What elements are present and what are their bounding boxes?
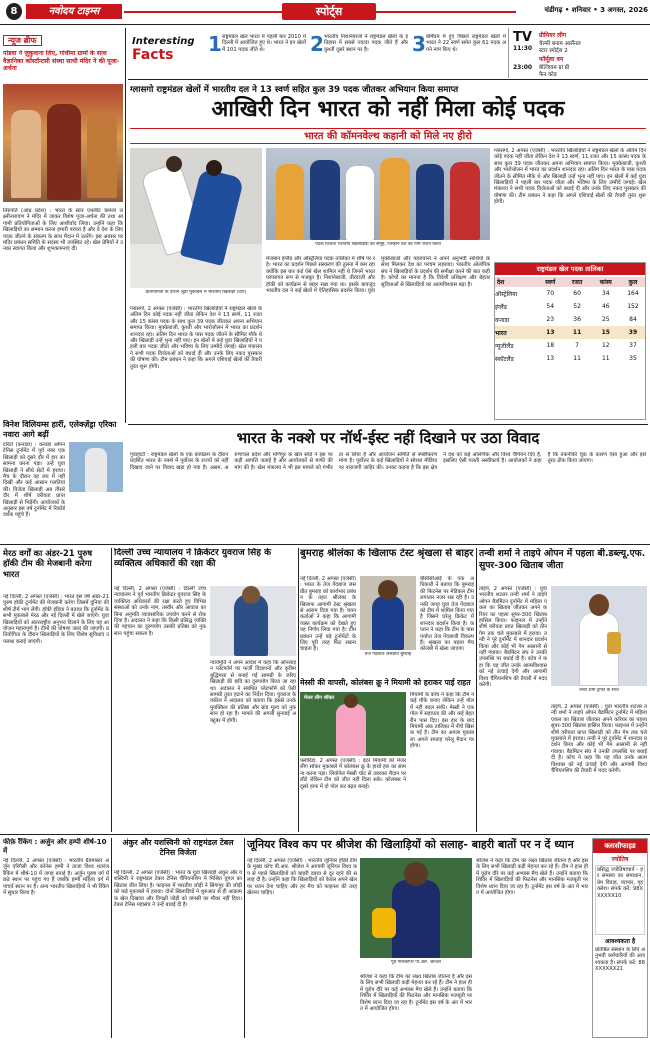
table-cell: कनाडा — [495, 316, 510, 324]
table-row-india — [495, 326, 645, 339]
table-cell: 60 — [573, 290, 581, 297]
tv-program-1-sub: चेल्सी बनाम आर्सेनल — [539, 41, 581, 47]
table-cell: 34 — [601, 290, 610, 297]
tanvi-photo-caption: तन्वी शर्मा ट्रॉफी के साथ — [579, 688, 619, 693]
lead-kicker: ग्लासगो राष्ट्रमंडल खेलों में भारतीय दल ने 13 स्वर्ण सहित कुल 39 पदक जीतकर अभियान किया समाप्त — [130, 85, 459, 95]
tv-box — [508, 28, 648, 78]
bumrah-photo-caption: तेज गेंदबाज जसप्रीत बुमराह — [364, 652, 412, 657]
table-cell: 13 — [546, 355, 555, 362]
table-cell: 36 — [573, 316, 581, 323]
table-cell: स्कॉटलैंड — [495, 355, 514, 363]
chess-ranking-headline: फीफ़े रैंकिंग : अर्जुन और हम्पी शीर्ष-10 में — [3, 838, 107, 855]
table-cell: न्यूजीलैंड — [495, 342, 514, 350]
sreejesh-body-3: श्रीजेश ने कहा कि टीम का लक्ष्य खिताब जीतना है और इसके लिए सभी खिलाड़ी कड़ी मेहनत कर रहे हैं। टीम ने हाल ही में यूरोप दौरे पर कई अभ्यास मैच खेले हैं। उन्होंने बताया कि शिविर में खिलाड़ियों की फिटनेस और मानसिक मजबूती पर विशेष ध्यान दिया जा रहा है। टूर्नामेंट इस वर्ष के अंत में भारत में आयोजित होगा। — [476, 858, 588, 897]
divider-mid — [0, 544, 650, 545]
facts-label-1: Interesting — [132, 36, 195, 47]
hockey-headline: मेरठ वर्गों का अंडर-21 पुरुष हॉकी टीम की मेजबानी करेगा भारत — [3, 548, 93, 579]
classified-ad-2: प्रतिष्ठित संस्थान के लिए अनुभवी कर्मचारियों की आवश्यकता है। संपर्क करें: 88XXXXXX21 — [595, 947, 645, 973]
lead-subhead: भारत की कॉमनवेल्थ कहानी को मिले नए हीरो — [304, 131, 472, 142]
messi-body-2: मियामी के कोच ने कहा कि टीम ने कई मौके बनाए लेकिन उन्हें गोल में नहीं बदल सकी। मेस्सी ने एक गोल में सहायता की और कई बेहतरीन पास दिए। इस हार के बाद मियामी अंक तालिका में नीचे खिसक गई है। टीम का अगला मुकाबला अगले सप्ताह घरेलू मैदान पर होगा। — [410, 692, 474, 750]
hockey-story — [3, 548, 109, 832]
vinesh-story — [3, 420, 123, 544]
lead-photo-1 — [130, 148, 262, 288]
lead-photo-2 — [266, 148, 490, 240]
messi-body-1: फ्लोरिडा, 2 अगस्त (एजेंसी) : इंटर मियामी को मेजर लीग सॉकर मुकाबले में कोलंबस क्रू के हाथों हार का सामना करना पड़ा। लियोनेल मेस्सी चोट से उबरकर मैदान पर लौटे लेकिन टीम को जीत नहीं दिला सके। कोलंबस ने दूसरे हाफ में दो गोल कर बढ़त बनाई। — [300, 758, 406, 790]
chess-ranking-story — [3, 838, 109, 1038]
fact-number-2: 2 — [310, 32, 324, 56]
tv-channel-1: स्टार स्पोर्ट्स 2 — [539, 48, 568, 54]
tv-program-2: फॉर्मूला वन — [539, 56, 564, 63]
chess-ranking-body: नई दिल्ली, 2 अगस्त (एजेंसी) : भारतीय ग्रैंडमास्टर अर्जुन एरिगैसी और कोनेरू हम्पी ने ताजा विश्व शतरंज रैंकिंग में शीर्ष-10 में जगह बनाई है। अर्जुन पुरुष वर्ग में छठे स्थान पर पहुंच गए हैं जबकि हम्पी महिला वर्ग में पांचवें स्थान पर हैं। अन्य भारतीय खिलाड़ियों ने भी रैंकिंग में सुधार किया है। — [3, 858, 109, 897]
tv-program-2-sub: बेल्जियम ग्रां प्री — [539, 65, 570, 71]
table-tennis-story — [114, 838, 242, 1038]
table-cell: 11 — [572, 329, 582, 336]
col-divider-4 — [476, 548, 477, 832]
tanvi-body: ताइपे, 2 अगस्त (एजेंसी) : युवा भारतीय शटलर तन्वी शर्मा ने ताइपे ओपन बैडमिंटन टूर्नामेंट में महिला एकल का खिताब जीतकर अपने करियर का पहला सुपर-300 खिताब हासिल किया। फाइनल में उन्होंने शीर्ष वरीयता प्राप्त खिलाड़ी को तीन गेम तक चले मुकाबले में हराया। तन्वी ने पूरे टूर्नामेंट में शानदार प्रदर्शन किया और कोई भी गेम आसानी से नहीं गंवाया। बैडमिंटन संघ ने उनकी उपलब्धि पर बधाई दी है। कोच ने कहा कि यह जीत उनके आत्मविश्वास को नई ऊंचाई देगी और आगामी विश्व चैंपियनशिप की तैयारी में मदद करेगी। — [479, 586, 547, 689]
bumrah-story — [300, 548, 474, 676]
news-brief-photo — [3, 84, 123, 202]
classified-ad-1: प्रसिद्ध ज्योतिषाचार्य - हर समस्या का समाधान, प्रेम विवाह, व्यापार, गृह क्लेश। संपर्क करें: 98XXXXXX10 — [595, 865, 645, 935]
col-divider-5 — [111, 838, 112, 1038]
vinesh-body: टोरंटो (कनाडा) : कनाडा ओपन टेनिस टूर्नामेंट में पूर्व नंबर एक खिलाड़ी को दूसरे दौर में हार का सामना करना पड़ा। उन्हें युवा खिलाड़ी ने सीधे सेटों में हराया। मैच के दौरान वह लय में नहीं दिखीं और कई आसान गलतियां कीं। विजेता खिलाड़ी अब तीसरे दौर में शीर्ष वरीयता प्राप्त खिलाड़ी से भिड़ेंगी। आयोजकों के अनुसार इस वर्ष टूर्नामेंट में रिकॉर्ड दर्शक पहुंचे हैं। — [3, 442, 65, 519]
fact-number-1: 1 — [208, 32, 222, 56]
facts-label-2: Facts — [132, 47, 174, 63]
delhi-body-2: न्यायमूर्ति ने अपने आदेश में कहा कि ऑनलाइन प्लेटफॉर्म पर फर्जी विज्ञापनों और कृत्रिम बुद्धिमत्ता से बनाई गई सामग्री के जरिए खिलाड़ी की छवि का दुरुपयोग किया जा रहा था। अदालत ने संबंधित प्लेटफॉर्म को ऐसी सामग्री तुरंत हटाने का निर्देश दिया। युवराज के वकील ने अदालत को बताया कि इससे उनके मुवक्किल की प्रतिष्ठा और ब्रांड मूल्य को नुकसान हो रहा है। मामले की अगली सुनवाई अक्टूबर में होगी। — [210, 660, 296, 724]
masthead: नवोदय टाइम्स — [26, 4, 122, 19]
fact-text-2: भारतीय निशानेबाजों ने राष्ट्रमंडल खेलों के इतिहास में सबसे ज्यादा पदक जीते हैं और कुश्ती दूसरे स्थान पर है। — [324, 34, 408, 53]
lead-headline: आखिरी दिन भारत को नहीं मिला कोई पदक — [211, 97, 565, 122]
fact-text-3: बर्मिंघम में हुए पिछले राष्ट्रमंडल खेलों में भारत ने 22 स्वर्ण समेत कुल 61 पदक अपने नाम किए थे। — [426, 34, 506, 53]
tv-program-1: प्रीमियर लीग — [539, 32, 567, 39]
lead-subhead-bar — [130, 128, 646, 144]
table-cell: 54 — [546, 303, 555, 310]
col-divider-2 — [111, 548, 112, 832]
table-cell: 70 — [546, 290, 555, 297]
news-brief-body: तिरुपति (आंध्र प्रदेश) : भारत के स्टार एथलीट कमला लक्ष्मीनारायण ने मंदिर में जाकर विशेष पूजा-अर्चना की तथा आगामी प्रतियोगिताओं के लिए आशीर्वाद लिया। उन्होंने कहा कि खिलाड़ियों का सम्मान करना हमारी परंपरा है और वे देश के लिए पदक जीतने के संकल्प के साथ मैदान में उतरेंगे। इस अवसर पर मंदिर प्रबंधन समिति के सदस्य भी उपस्थित रहे। खेल प्रेमियों ने उनका स्वागत किया और शुभकामनाएं दीं। — [3, 208, 123, 253]
facts-label — [132, 36, 202, 63]
delhi-story — [114, 548, 296, 832]
fact-text-1: राष्ट्रमंडल खेल भारत में पहली बार 2010 में दिल्ली में आयोजित हुए थे। भारत ने इन खेलों में 101 पदक जीते थे। — [222, 34, 306, 53]
table-tennis-headline: अंकुर और यशस्विनी को राष्ट्रमंडल टेबल टेनिस विजेता — [122, 838, 234, 857]
table-cell: भारत — [495, 329, 507, 337]
classified-ad-2-title: आवश्यकता है — [604, 938, 636, 945]
classified-title: क्लासीफाइड — [593, 839, 647, 853]
header-bar — [0, 0, 650, 24]
table-row — [495, 313, 645, 326]
classified-box — [592, 838, 648, 1038]
tv-label: TV — [513, 30, 532, 45]
northeast-body: गुवाहाटी : राष्ट्रमंडल खेलों के एक कार्यक्रम के दौरान प्रदर्शित भारत के नक्शे में पूर्वोत्तर के राज्यों को नहीं दिखाए जाने पर विवाद खड़ा हो गया है। असम, अरुणाचल प्रदेश और मणिपुर के खेल संघों ने इस पर कड़ी आपत्ति जताई है और आयोजकों से माफी की मांग की है। खेल मंत्रालय ने भी इस मामले को गंभीरता से लिया है और आयोजन समिति से स्पष्टीकरण मांगा है। पूर्वोत्तर के कई खिलाड़ियों ने सोशल मीडिया पर नाराजगी जाहिर की। उनका कहना है कि इस क्षेत्र ने देश को कई ओलंपिक और विश्व चैंपियन दिए हैं, इसलिए ऐसी गलती अस्वीकार्य है। आयोजकों ने कहा है कि तकनीकी चूक के कारण ऐसा हुआ और इसे तुरंत ठीक किया जाएगा। — [130, 452, 646, 471]
table-cell: 164 — [627, 290, 639, 297]
bumrah-photo — [360, 576, 416, 650]
divider-lower — [0, 834, 650, 835]
tv-time-2: 23:00 — [513, 64, 533, 71]
facts-box — [128, 28, 506, 76]
news-brief-label: न्यूज ब्रीफ — [3, 35, 42, 46]
table-row — [495, 339, 645, 352]
northeast-headline: भारत के नक्शे पर नॉर्थ-ईस्ट नहीं दिखाने पर उठा विवाद — [236, 429, 540, 447]
medal-table-title: राष्ट्रमंडल खेल पदक तालिका — [495, 263, 645, 275]
page-number: 8 — [6, 3, 22, 20]
table-cell: 37 — [629, 342, 637, 349]
col-divider-6 — [244, 838, 245, 1038]
table-cell: 46 — [601, 303, 610, 310]
table-cell: 13 — [546, 329, 555, 336]
sreejesh-headline: जूनियर विश्व कप पर श्रीजेश की खिलाड़ियों को सलाह- बाहरी बातों पर न दें ध्यान — [247, 838, 574, 851]
fact-item-3 — [412, 34, 506, 72]
news-brief-headline: पांडवा ने ज़ुकुवाना लिए, गांधीमा ग्रामों के साथ वैज्ञानिका कोंस्टॉन्टसी संस्था साथी मंदिर ने की पूजा-अर्चना — [3, 50, 120, 73]
delhi-headline: दिल्ली उच्च न्यायालय ने क्रिकेटर युवराज सिंह के व्यक्तित्व अधिकारों की रक्षा की — [114, 548, 272, 570]
medal-col-country: देश — [497, 279, 505, 286]
lead-body-2: मेजबान इंग्लैंड और ऑस्ट्रेलिया पदक तालिका में शीर्ष पर रहे। भारत का प्रदर्शन पिछले संस्करण की तुलना में कम रहा क्योंकि इस बार कई ऐसे खेल शामिल नहीं थे जिनमें भारत परंपरागत रूप से मजबूत है। निशानेबाजी, तीरंदाजी और हॉकी को कार्यक्रम से बाहर रखा गया था। इसके बावजूद भारतीय दल ने कई खेलों में ऐतिहासिक प्रदर्शन किया। युवा मुक्केबाजों और पहलवानों ने अपने अनुभवी साथियों के साथ मिलकर देश का परचम लहराया। भारतीय ओलंपिक संघ ने खिलाड़ियों के प्रदर्शन की समीक्षा करने की बात कही है। कोचों का मानना है कि विदेशी प्रशिक्षण और बेहतर सुविधाओं से खिलाड़ियों का आत्मविश्वास बढ़ा है। — [266, 256, 490, 295]
table-cell: 25 — [601, 316, 610, 323]
vinesh-photo — [69, 442, 123, 492]
divider-ne-top — [128, 424, 648, 425]
table-cell: 84 — [629, 316, 637, 323]
messi-photo — [300, 692, 406, 756]
tanvi-story — [479, 548, 647, 832]
classified-sub: ज्योतिष — [611, 856, 629, 863]
bumrah-headline: बुमराह श्रीलंका के खिलाफ टेस्ट श्रृंखला से बाहर — [300, 548, 474, 559]
table-cell: 11 — [601, 355, 610, 362]
table-tennis-body: नई दिल्ली, 2 अगस्त (एजेंसी) : भारत के युवा खिलाड़ी अंकुर और यशस्विनी ने राष्ट्रमंडल टेबल टेनिस चैंपियनशिप में मिश्रित युगल का खिताब जीत लिया है। फाइनल में भारतीय जोड़ी ने सिंगापुर की जोड़ी को कड़े मुकाबले में हराया। दोनों खिलाड़ियों ने शुरुआत से ही आक्रामक खेल दिखाया और विपक्षी जोड़ी को वापसी का मौका नहीं दिया। टेबल टेनिस महासंघ ने उन्हें बधाई दी है। — [114, 870, 242, 909]
messi-headline: मेस्सी की वापसी, कोलंबस क्रू ने मियामी को हराकर पाई राहत — [300, 678, 471, 687]
table-row — [495, 352, 645, 365]
tv-channel-2: फैन कोड — [539, 72, 557, 78]
sreejesh-body-2: श्रीजेश ने कहा कि टीम का लक्ष्य खिताब जीतना है और इसके लिए सभी खिलाड़ी कड़ी मेहनत कर रहे हैं। टीम ने हाल ही में यूरोप दौरे पर कई अभ्यास मैच खेले हैं। उन्होंने बताया कि शिविर में खिलाड़ियों की फिटनेस और मानसिक मजबूती पर विशेष ध्यान दिया जा रहा है। टूर्नामेंट इस वर्ष के अंत में भारत में आयोजित होगा। — [360, 974, 472, 1013]
medal-col-bronze: कांस्य — [599, 279, 612, 286]
sreejesh-body-1: नई दिल्ली, 2 अगस्त (एजेंसी) : भारतीय जूनियर हॉकी टीम के मुख्य कोच पी.आर. श्रीजेश ने आगामी जूनियर विश्व कप से पहले खिलाड़ियों को बाहरी दबाव से दूर रहने की सलाह दी है। उन्होंने कहा कि खिलाड़ियों को केवल अपने खेल पर ध्यान देना चाहिए और हर मैच को फाइनल की तरह खेलना चाहिए। — [247, 858, 357, 897]
dateline: चंडीगढ़ • शनिवार • 3 अगस्त, 2026 — [544, 6, 648, 14]
table-cell: 23 — [546, 316, 555, 323]
table-cell: ऑस्ट्रेलिया — [495, 290, 518, 298]
col-divider-3 — [298, 548, 299, 832]
table-cell: 152 — [627, 303, 639, 310]
sreejesh-photo — [360, 858, 472, 958]
medal-table — [495, 277, 645, 365]
table-row — [495, 300, 645, 313]
table-cell: 15 — [601, 329, 610, 336]
fact-number-3: 3 — [412, 32, 426, 56]
fact-item-1 — [208, 34, 306, 72]
table-cell: 18 — [546, 342, 555, 349]
vinesh-headline: विनेश विलियम्स हारीं, एलेक्ज़ेंड्रा एरिका नवारा आगे बढ़ीं — [3, 420, 117, 439]
messi-story — [300, 678, 474, 832]
table-cell: 12 — [601, 342, 610, 349]
facts-divider — [128, 79, 648, 80]
col-divider-left — [125, 28, 126, 423]
fact-item-2 — [310, 34, 408, 72]
medal-col-silver: रजत — [571, 279, 583, 286]
table-cell: 39 — [628, 329, 638, 336]
lead-photo-1-caption: प्रतियोगिता के दौरान जूडो मुकाबले में भारतीय खिलाड़ी (दाएं) — [145, 290, 247, 295]
medal-col-total: कुल — [628, 279, 638, 286]
lead-body-1: ग्लासगो, 2 अगस्त (एजेंसी) : भारतीय खिलाड़ियों ने राष्ट्रमंडल खेलों के अंतिम दिन कोई पदक नहीं जीता लेकिन देश ने 13 स्वर्ण, 11 रजत और 15 कांस्य पदक के साथ कुल 39 पदक जीतकर अपना अभियान समाप्त किया। मुक्केबाजी, कुश्ती और भारोत्तोलन में भारत का प्रदर्शन शानदार रहा। अंतिम दिन भारत के पास पदक जीतने के सीमित मौके थे और खिलाड़ी उन्हें भुना नहीं पाए। इन खेलों में कई युवा खिलाड़ियों ने पहली बार पदक जीता और भविष्य के लिए उम्मीदें जगाईं। खेल मंत्रालय ने सभी पदक विजेताओं को बधाई दी और उनके लिए नकद पुरस्कार की घोषणा की। टीम प्रबंधन ने कहा कि अगले एशियाई खेलों की तैयारी तुरंत शुरू होगी। — [130, 306, 262, 370]
table-cell: 7 — [575, 342, 579, 349]
table-cell: इंग्लैंड — [495, 303, 507, 311]
medal-col-gold: स्वर्ण — [545, 279, 556, 286]
bumrah-body-2: बीसीसीआई के एक अधिकारी ने बताया कि बुमराह की फिटनेस पर मेडिकल टीम लगातार नजर रख रही है। उनकी जगह युवा तेज गेंदबाज को टीम में शामिल किया गया है जिसने घरेलू क्रिकेट में शानदार प्रदर्शन किया है। कप्तान ने कहा कि टीम के पास पर्याप्त तेज गेंदबाजी विकल्प हैं। श्रृंखला का पहला मैच कोलंबो में खेला जाएगा। — [420, 576, 474, 653]
table-row — [495, 287, 645, 300]
messi-photo-tag: मेजर लीग सॉकर — [304, 695, 335, 701]
lead-photo-2-caption: पदक विजेता भारतीय खिलाड़ियों का समूह, जिन्होंने देश का नाम रोशन किया — [315, 242, 441, 247]
table-cell: 11 — [573, 355, 581, 362]
hockey-body: नई दिल्ली, 2 अगस्त (एजेंसी) : भारत इस वर्ष अंडर-21 पुरुष हॉकी टूर्नामेंट की मेजबानी करेगा जिसमें दुनिया की शीर्ष टीमें भाग लेंगी। हॉकी इंडिया ने बताया कि टूर्नामेंट के सभी मुकाबले मेरठ और नई दिल्ली में खेले जाएंगे। युवा खिलाड़ियों को अंतरराष्ट्रीय अनुभव दिलाने के लिए यह आयोजन महत्वपूर्ण है। टीमों की घोषणा जल्द की जाएगी। प्रतियोगिता के दौरान खिलाड़ियों के लिए विशेष सुविधाएं उपलब्ध कराई जाएंगी। — [3, 594, 109, 645]
table-cell: 35 — [629, 355, 637, 362]
lead-body-3: ग्लासगो, 2 अगस्त (एजेंसी) : भारतीय खिलाड़ियों ने राष्ट्रमंडल खेलों के अंतिम दिन कोई पदक नहीं जीता लेकिन देश ने 13 स्वर्ण, 11 रजत और 15 कांस्य पदक के साथ कुल 39 पदक जीतकर अपना अभियान समाप्त किया। मुक्केबाजी, कुश्ती और भारोत्तोलन में भारत का प्रदर्शन शानदार रहा। अंतिम दिन भारत के पास पदक जीतने के सीमित मौके थे और खिलाड़ी उन्हें भुना नहीं पाए। इन खेलों में कई युवा खिलाड़ियों ने पहली बार पदक जीता और भविष्य के लिए उम्मीदें जगाईं। खेल मंत्रालय ने सभी पदक विजेताओं को बधाई दी और उनके लिए नकद पुरस्कार की घोषणा की। टीम प्रबंधन ने कहा कि अगले एशियाई खेलों की तैयारी तुरंत शुरू होगी। — [494, 148, 646, 206]
tanvi-headline: तन्वी शर्मा ने ताइपे ओपन में पहला बी.डब्ल्यू.एफ. सुपर-300 खिताब जीता — [479, 548, 646, 571]
header-divider — [0, 24, 650, 25]
tanvi-body-2: ताइपे, 2 अगस्त (एजेंसी) : युवा भारतीय शटलर तन्वी शर्मा ने ताइपे ओपन बैडमिंटन टूर्नामेंट में महिला एकल का खिताब जीतकर अपने करियर का पहला सुपर-300 खिताब हासिल किया। फाइनल में उन्होंने शीर्ष वरीयता प्राप्त खिलाड़ी को तीन गेम तक चले मुकाबले में हराया। तन्वी ने पूरे टूर्नामेंट में शानदार प्रदर्शन किया और कोई भी गेम आसानी से नहीं गंवाया। बैडमिंटन संघ ने उनकी उपलब्धि पर बधाई दी है। कोच ने कहा कि यह जीत उनके आत्मविश्वास को नई ऊंचाई देगी और आगामी विश्व चैंपियनशिप की तैयारी में मदद करेगी। — [551, 704, 647, 775]
sreejesh-photo-caption: पूर्व गोलकीपर पी.आर. श्रीजेश — [391, 960, 441, 965]
section-title: स्पोर्ट्स — [282, 3, 376, 20]
tanvi-photo — [551, 586, 647, 686]
table-cell: 52 — [573, 303, 581, 310]
delhi-body-1: नई दिल्ली, 2 अगस्त (एजेंसी) : दिल्ली उच्च न्यायालय ने पूर्व भारतीय क्रिकेटर युवराज सिंह के व्यक्तित्व अधिकारों की रक्षा करते हुए विभिन्न संस्थाओं को उनके नाम, तस्वीर और आवाज का बिना अनुमति व्यावसायिक उपयोग करने से रोक दिया है। अदालत ने कहा कि किसी प्रसिद्ध व्यक्ति की पहचान का दुरुपयोग उसकी प्रतिष्ठा को नुकसान पहुंचा सकता है। — [114, 586, 206, 637]
medal-table-box — [494, 262, 646, 420]
delhi-photo — [210, 586, 296, 656]
bumrah-body-1: नई दिल्ली, 2 अगस्त (एजेंसी) : भारत के तेज गेंदबाज जसप्रीत बुमराह को कार्यभार प्रबंधन के तहत श्रीलंका के खिलाफ आगामी टेस्ट श्रृंखला से आराम दिया गया है। चयनकर्ताओं ने कहा कि आगामी व्यस्त कार्यक्रम को देखते हुए यह निर्णय लिया गया है। टीम प्रबंधन उन्हें बड़े टूर्नामेंटों के लिए पूरी तरह फिट रखना चाहता है। — [300, 576, 356, 653]
news-brief — [3, 28, 123, 413]
medal-table-header — [495, 277, 645, 287]
tv-time-1: 11:30 — [513, 45, 533, 52]
